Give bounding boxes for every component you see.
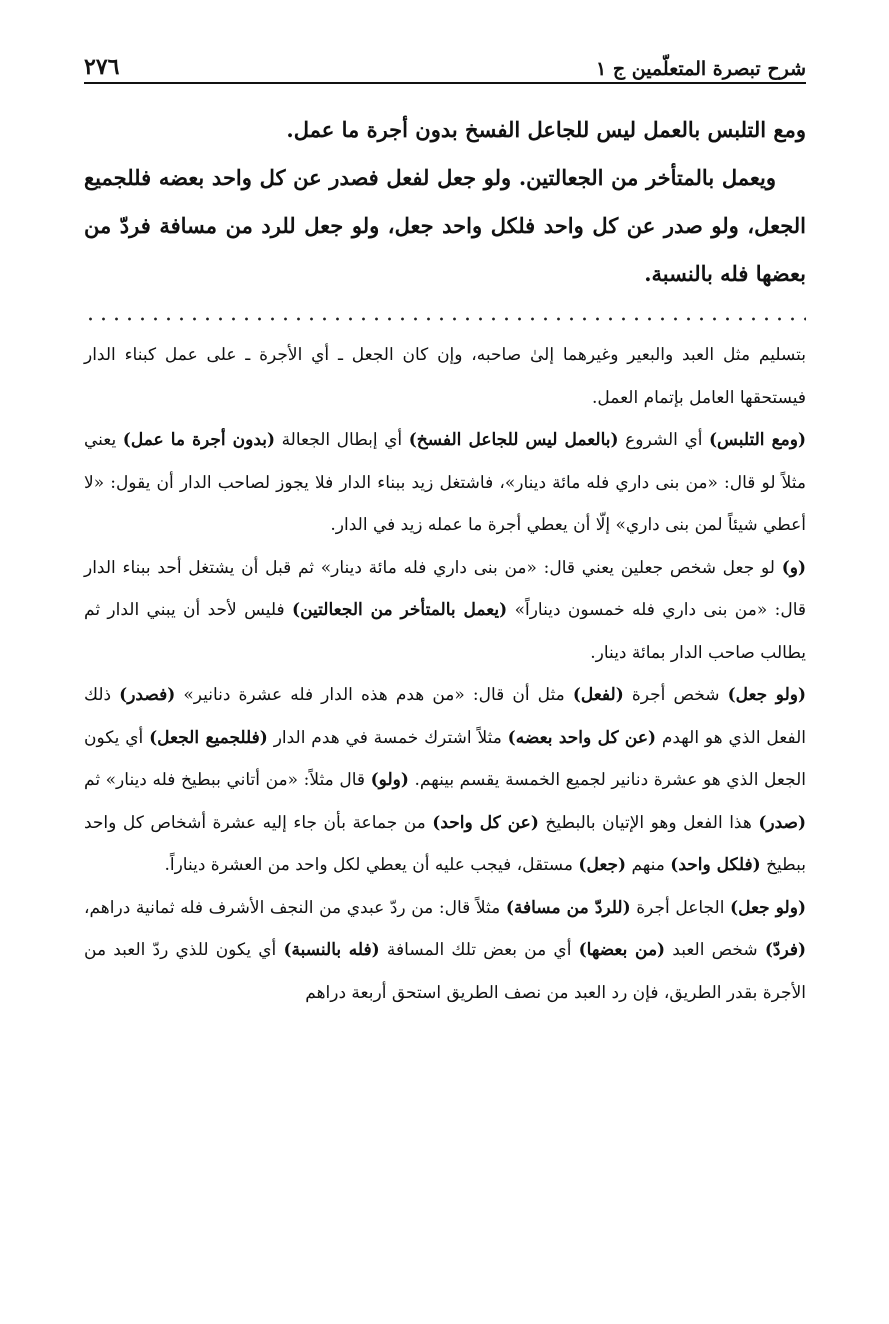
quote: (من بعضها) xyxy=(578,940,666,960)
page-number: ٢٧٦ xyxy=(84,54,120,80)
quote: (و) xyxy=(781,557,806,578)
quote: (ولو جعل) xyxy=(730,897,806,918)
quote: (فصدر) xyxy=(119,685,176,705)
quote: (فلكل واحد) xyxy=(670,855,761,875)
quote: (فله بالنسبة) xyxy=(283,940,380,960)
matn-line-1: ومع التلبس بالعمل ليس للجاعل الفسخ بدون أجرة ما عمل. xyxy=(286,117,806,142)
quote: (لفعل) xyxy=(572,685,624,705)
sharh-paragraph-2 xyxy=(84,419,806,547)
book-title: شرح تبصرة المتعلّمين ج ١ xyxy=(596,58,806,80)
commentary: مثل أن قال: «من هدم هذه الدار فله عشرة دنانير» xyxy=(175,685,573,705)
quote: (يعمل بالمتأخر من الجعالتين) xyxy=(292,600,508,620)
commentary: قال مثلاً: «من أتاني ببطيخ فله دينار» ثم xyxy=(84,770,371,790)
quote: (جعل) xyxy=(578,855,627,875)
commentary: مثلاً قال: من ردّ عبدي من النجف الأشرف فله ثمانية دراهم، xyxy=(84,897,506,918)
commentary: أي يكون الجعل الذي هو عشرة دنانير لجميع الخمسة يقسم بينهم. xyxy=(84,727,806,790)
commentary: هذا الفعل وهو الإتيان بالبطيخ xyxy=(538,812,759,833)
quote: (للردّ من مسافة) xyxy=(505,897,631,918)
commentary: مثلاً اشترك خمسة في هدم الدار xyxy=(267,727,508,748)
commentary: يعني مثلاً لو قال: «من بنى داري فله مائة دينار»، فاشتغل زيد ببناء الدار فلا يجوز لصاحب الدار أن يقول: «لا أعطي شيئاً لمن بنى داري» إلّا أن يعطي أجرة ما عمله زيد في الدار. xyxy=(84,430,806,535)
sharh-paragraph-5 xyxy=(84,887,806,1015)
matn-text xyxy=(84,106,806,298)
matn-paragraph-2: ويعمل بالمتأخر من الجعالتين. ولو جعل لفعل فصدر عن كل واحد بعضه فللجميع الجعل، ولو صدر عن كل واحد فلكل واحد جعل، ولو جعل للرد من مسافة فردّ من بعضها فله بالنسبة. xyxy=(84,165,806,286)
commentary: أي يكون للذي ردّ العبد من الأجرة بقدر الطريق، فإن رد العبد من نصف الطريق استحق أربعة دراهم xyxy=(84,940,806,1003)
quote: (صدر) xyxy=(758,812,806,833)
commentary: شخص العبد xyxy=(665,940,765,960)
commentary: أي من بعض تلك المسافة xyxy=(379,940,579,960)
commentary: ذلك الفعل الذي هو الهدم xyxy=(84,685,807,748)
quote: (بالعمل ليس للجاعل الفسخ) xyxy=(408,430,619,450)
page-header xyxy=(84,40,806,84)
commentary: الجاعل أجرة xyxy=(630,897,731,918)
sharh-paragraph-1: بتسليم مثل العبد والبعير وغيرهما إلىٰ صاحبه، وإن كان الجعل ـ أي الأجرة ـ على عمل كبناء الدار فيستحقها العامل بإتمام العمل. xyxy=(84,345,806,408)
quote: (بدون أجرة ما عمل) xyxy=(122,430,276,450)
commentary: أي الشروع xyxy=(618,430,710,450)
commentary: مستقل، فيجب عليه أن يعطي لكل واحد من العشرة ديناراً. xyxy=(164,855,579,875)
sharh-text xyxy=(84,334,806,1014)
commentary: فليس لأحد أن يبني الدار ثم يطالب صاحب الدار بمائة دينار. xyxy=(84,600,806,663)
page xyxy=(84,40,806,1014)
quote: (ولو) xyxy=(370,770,409,790)
quote: (ولو جعل) xyxy=(727,685,806,705)
commentary: شخص أجرة xyxy=(623,685,728,705)
quote: (عن كل واحد) xyxy=(432,812,539,833)
commentary: أي إبطال الجعالة xyxy=(275,430,409,450)
quote: (فللجميع الجعل) xyxy=(149,727,268,748)
sharh-paragraph-3 xyxy=(84,547,806,675)
quote: (عن كل واحد بعضه) xyxy=(507,727,657,748)
quote: (ومع التلبس) xyxy=(709,430,806,450)
sharh-paragraph-4 xyxy=(84,674,806,887)
commentary: لو جعل شخص جعلين يعني قال: «من بنى داري فله مائة دينار» ثم قبل أن يشتغل أحد ببناء الدار قال: «من بنى داري فله خمسون ديناراً» xyxy=(84,557,806,620)
quote: (فردّ) xyxy=(764,940,806,960)
commentary: منهم xyxy=(626,855,671,875)
dotted-divider xyxy=(84,316,806,322)
commentary: من جماعة بأن جاء إليه عشرة أشخاص كل واحد ببطيخ xyxy=(84,812,806,875)
